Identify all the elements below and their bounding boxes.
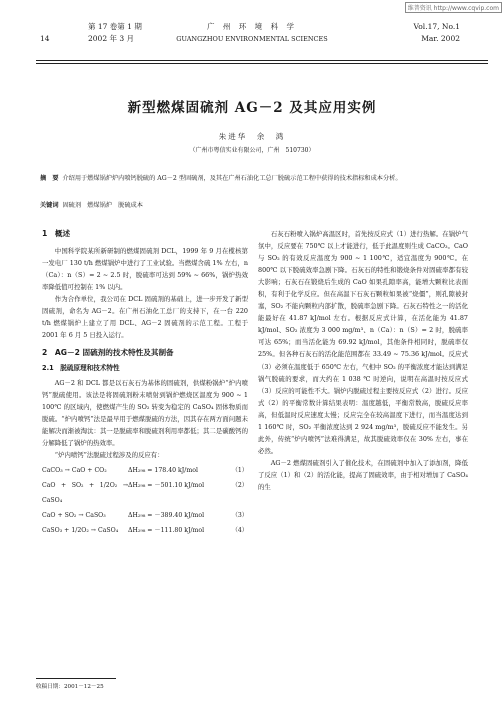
abstract-label: 摘 要 [40,175,59,182]
authors: 朱进华 余 鸿 [218,132,286,141]
equation: CaSO₃ + 1/2O₂ → CaSO₄ ΔH₂₉₈ = －111.80 kJ/mol （4） [42,526,248,534]
header-date-en: Mar. 2002 [421,34,460,43]
article-title: 新型燃煤固硫剂 AG－2 及其应用实例 [127,100,377,116]
section-2-1-heading: 2.1 脱硫原理和技术特性 [42,364,120,373]
paragraph: AG－2 燃煤固硫剂引入了催化技术，在固硫剂中加入了添加剂，降低了反应（1）和（2）的活化能，提高了固硫效率，由于相对增加了 CaSO₄ 的生 [258,458,468,491]
header-date-cn: 2002 年 3 月 [88,34,135,43]
reaction-equations [42,463,248,538]
header-journal-en: GUANGZHOU ENVIRONMENTAL SCIENCES [176,35,328,43]
equation: CaO + SO₂ + 1/2O₂ → CaSO₄ ΔH₂₉₈ = －501.10 kJ/mol （2） [42,481,248,504]
header-page-number: 14 [40,34,50,43]
watermark: 维普资讯 http://www.cqvip.com [405,2,502,13]
equation: CaO + SO₂ → CaSO₃ ΔH₂₉₈ = －389.40 kJ/mol （3） [42,511,248,519]
header-volume-cn: 第 17 卷第 1 期 [88,22,142,31]
affiliation: （广州市粤信实业有限公司，广州 510730） [189,147,315,154]
paragraph: 中国科学院某所新研制的燃煤固硫剂 DCL，1999 年 9 月在榄核第一发电厂 130 t/h 燃煤锅炉中进行了工业试验。当燃煤含硫 1% 左右，n（Ca）：n（S）= 2 ~ 2.5 时，脱硫率可达到 59% ~ 66%，锅炉热效率降低值可控制在 1% 以内。 [42,247,248,292]
right-column [258,228,468,493]
keywords [40,200,480,209]
section-1-heading: 1 概述 [42,229,71,238]
paragraph: “炉内喷钙”法脱硫过程涉及的反应有： [54,450,164,459]
header-rule-thin [36,63,488,64]
footnote-rule [36,678,116,679]
paragraph: 作为合作单位，我公司在 DCL 固硫剂的基础上，进一步开发了新型固硫剂，命名为 AG－2。在广州石油化工总厂的支持下，在一台 220 t/h 燃煤锅炉上建立了用 DCL、AG－2 固硫剂的示范工程。工程于 2001 年 6 月 5 日投入运行。 [42,295,248,340]
abstract [40,173,480,185]
footnote-received-date: 收稿日期：2001－12－25 [36,684,104,690]
left-column [42,228,248,538]
section-2-heading: 2 AG－2 固硫剂的技术特性及其制备 [42,348,174,358]
keywords-label: 关键词 [40,202,59,209]
paragraph: 石灰石粉喷入锅炉高温区时，首先按反应式（1）进行热解。在锅炉气氛中，反应要在 750℃ 以上才能进行，低于此温度则生成 CaCO₃。CaO 与 SO₂ 的有效反应温度为 900 ~ 1 100℃，适宜温度为 900℃。在 800℃ 以下脱硫效率急剧下降。石灰石的特性和锻烧条件对固硫率都有较大影响；石灰石在锻烧后生成的 CaO 如果孔隙率高，能增大颗粒比表面积，有利于化学反应。但在高温下石灰石颗粒如果被“烧僵”，则孔隙被封塞，SO₂ 不能向颗粒内部扩散，脱硫率急剧下降。石灰石特性之一的活化能最好在 41.87 kJ/mol 左右。根据反应式计算，在活化能为 41.87 kJ/mol、SO₂ 浓度为 3 000 mg/m³、n（Ca）：n（S）= 2 时，脱硫率可达 65%；而当活化能为 69.92 kJ/mol，其他条件相同时，脱硫率仅 25%。但各种石灰石的活化能范围都在 33.49 ~ 75.36 kJ/mol。反应式（3）必须在温度低于 650℃ 左右，气相中 SO₂ 的平衡浓度才能达到满足锅气脱硫的要求，而大约在 1 038 ℃ 时逆向，说明在高温时按反应式（3）反应的可能性不大。锅炉内脱硫过程主要按反应式（2）进行。反应式（2）的平衡常数计算结果表明：温度越低，平衡常数高，脱硫反应率高，但低温时反应速度太慢；反应完全在较高温度下进行，而当温度达到 1 160℃ 时，SO₂ 平衡浓度达到 2 924 mg/m³，脱硫反应不能发生。另此外，传统“炉内喷钙”法难得满足，故其脱硫效率仅在 30% 左右，事在必然。 [258,230,468,455]
header-volume-en: Vol.17, No.1 [413,22,460,31]
equation: CaCO₃ → CaO + CO₂ ΔH₂₉₈ = 178.40 kJ/mol （1） [42,466,248,474]
header-rule-thick [36,60,488,61]
paragraph: AG－2 和 DCL 都是以石灰石为基体的固硫剂，供煤粉锅炉“炉内喷钙”脱硫使用。该法是将固硫剂粉末喷射到锅炉燃烧区温度为 900 ~ 1 100℃ 的区域内，使燃煤产生的 SO₂ 转变为稳定的 CaSO₄ 固体物质而脱硫。“炉内喷钙”法是最早用于燃煤脱硫的方法，因其存在两方面问题未能解决而渐被淘汰：其一是脱硫率和脱硫剂利用率都低；其二是碳酸钙的分解降低了锅炉的热效率。 [42,378,248,447]
keywords-text: 固硫剂 燃煤锅炉 脱硫成本 [62,202,143,209]
header-journal-cn: 广 州 环 境 科 学 [207,22,297,31]
abstract-text: 介绍用于燃煤锅炉炉内喷钙脱硫的 AG－2 型固硫剂，及其在广州石油化工总厂脱硫示范工程中获得的技术指标和成本分析。 [62,175,402,182]
